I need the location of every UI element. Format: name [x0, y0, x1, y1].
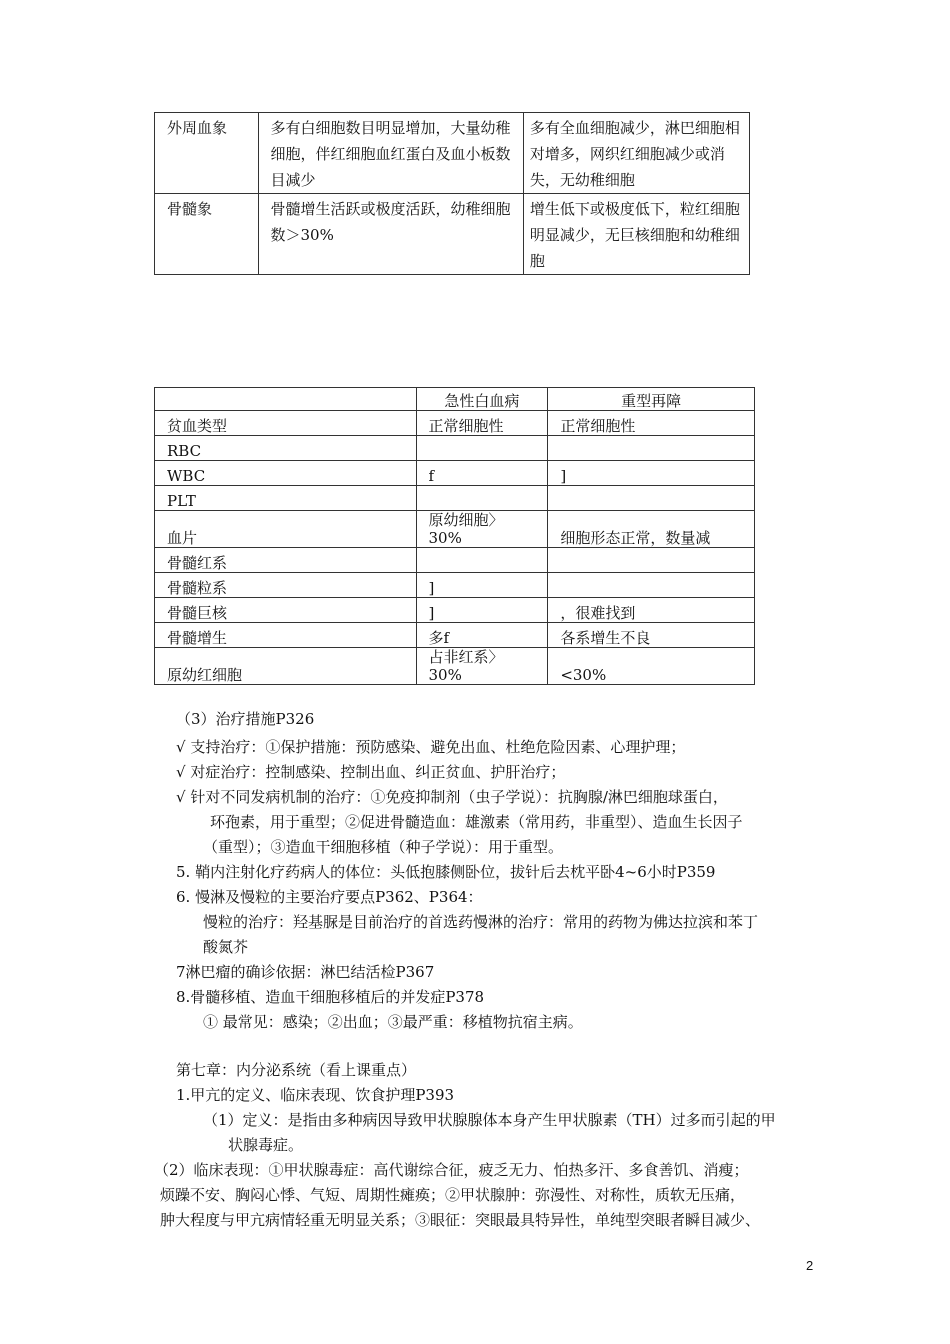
- table-cell: [548, 573, 755, 598]
- table-row: [155, 436, 755, 461]
- table-cell: ]: [548, 461, 755, 486]
- table-cell: WBC: [155, 461, 417, 486]
- numbered-item: 1.甲亢的定义、临床表现、饮食护理P393: [176, 1086, 455, 1104]
- text-line: 烦躁不安、胸闷心悸、气短、周期性瘫痪；②甲状腺肿：弥漫性、对称性，质软无压痛，: [160, 1186, 746, 1204]
- table-cell: 各系增生不良: [548, 623, 755, 648]
- text-line: （1）定义：是指由多种病因导致甲状腺腺体本身产生甲状腺素（TH）过多而引起的甲: [203, 1111, 776, 1129]
- table-row: [155, 461, 755, 486]
- table-row: [155, 411, 755, 436]
- table-cell: 贫血类型: [155, 411, 417, 436]
- table-header-cell: [155, 388, 417, 411]
- table-header-cell: 重型再障: [548, 388, 755, 411]
- table-header-row: [155, 388, 755, 411]
- table-row: [155, 511, 755, 548]
- comparison-table-blood: [154, 112, 750, 275]
- text-line: ① 最常见：感染；②出血；③最严重：移植物抗宿主病。: [203, 1013, 583, 1031]
- chapter-heading: 第七章：内分泌系统（看上课重点）: [176, 1061, 417, 1079]
- table-cell: RBC: [155, 436, 417, 461]
- table-cell: [548, 548, 755, 573]
- table-row: [155, 194, 750, 275]
- table-cell: ]: [416, 598, 548, 623]
- numbered-item: 5. 鞘内注射化疗药病人的体位：头低抱膝侧卧位，拔针后去枕平卧4~6小时P359: [176, 863, 716, 881]
- section-heading-treatment: （3）治疗措施P326: [176, 710, 315, 728]
- text-line: 状腺毒症。: [228, 1136, 304, 1154]
- table-cell: 增生低下或极度低下，粒红细胞明显减少，无巨核细胞和幼稚细胞: [523, 194, 749, 275]
- text-line: 慢粒的治疗：羟基脲是目前治疗的首选药慢淋的治疗：常用的药物为佛达拉滨和苯丁: [203, 913, 759, 931]
- table-cell: 占非红系〉30%: [416, 648, 548, 685]
- table-header-cell: 急性白血病: [416, 388, 548, 411]
- table-cell: 骨髓粒系: [155, 573, 417, 598]
- table-row: [155, 648, 755, 685]
- table-cell: f: [416, 461, 548, 486]
- table-cell: ]: [416, 573, 548, 598]
- table-row: [155, 486, 755, 511]
- table-cell: 血片: [155, 511, 417, 548]
- table-cell: 骨髓红系: [155, 548, 417, 573]
- table-cell: 多有白细胞数目明显增加，大量幼稚细胞，伴红细胞血红蛋白及血小板数目减少: [258, 113, 523, 194]
- table-cell: 正常细胞性: [548, 411, 755, 436]
- table-row: [155, 573, 755, 598]
- table-cell: ，很难找到: [548, 598, 755, 623]
- bullet-item: √ 支持治疗：①保护措施：预防感染、避免出血、杜绝危险因素、心理护理；: [176, 738, 686, 756]
- table-row: [155, 623, 755, 648]
- table-cell: 骨髓象: [155, 194, 259, 275]
- table-cell: 细胞形态正常，数量减: [548, 511, 755, 548]
- bullet-item: √ 针对不同发病机制的治疗：①免疫抑制剂（虫子学说）：抗胸腺/淋巴细胞球蛋白，: [176, 788, 728, 806]
- bullet-item: √ 对症治疗：控制感染、控制出血、纠正贫血、护肝治疗；: [176, 763, 566, 781]
- table-cell: [548, 486, 755, 511]
- table-cell: <30%: [548, 648, 755, 685]
- table-cell: [548, 436, 755, 461]
- table-cell: 骨髓增生活跃或极度活跃，幼稚细胞数＞30%: [258, 194, 523, 275]
- text-line: 肿大程度与甲亢病情轻重无明显关系；③眼征：突眼最具特异性，单纯型突眼者瞬目减少、: [160, 1211, 761, 1229]
- text-line: 环孢素，用于重型；②促进骨髓造血：雄激素（常用药，非重型）、造血生长因子: [210, 813, 743, 831]
- text-line: 酸氮芥: [203, 938, 249, 956]
- table-cell: 原幼细胞〉30%: [416, 511, 548, 548]
- numbered-item: 6. 慢淋及慢粒的主要治疗要点P362、P364：: [176, 888, 483, 906]
- text-line: （2）临床表现：①甲状腺毒症：高代谢综合征，疲乏无力、怕热多汗、多食善饥、消瘦；: [154, 1161, 749, 1179]
- numbered-item: 8.骨髓移植、造血干细胞移植后的并发症P378: [176, 988, 485, 1006]
- table-cell: 正常细胞性: [416, 411, 548, 436]
- table-cell: 外周血象: [155, 113, 259, 194]
- text-line: （重型）；③造血干细胞移植（种子学说）：用于重型。: [203, 838, 564, 856]
- table-cell: 多有全血细胞减少，淋巴细胞相对增多，网织红细胞减少或消失，无幼稚细胞: [523, 113, 749, 194]
- table-row: [155, 598, 755, 623]
- page-number: 2: [806, 1258, 814, 1273]
- table-cell: 原幼红细胞: [155, 648, 417, 685]
- table-row: [155, 113, 750, 194]
- table-cell: [416, 548, 548, 573]
- table-cell: 骨髓增生: [155, 623, 417, 648]
- table-cell: [416, 486, 548, 511]
- comparison-table-lab: [154, 387, 755, 685]
- numbered-item: 7淋巴瘤的确诊依据：淋巴结活检P367: [176, 963, 435, 981]
- table-cell: PLT: [155, 486, 417, 511]
- table-cell: 骨髓巨核: [155, 598, 417, 623]
- table-cell: [416, 436, 548, 461]
- table-cell: 多f: [416, 623, 548, 648]
- table-row: [155, 548, 755, 573]
